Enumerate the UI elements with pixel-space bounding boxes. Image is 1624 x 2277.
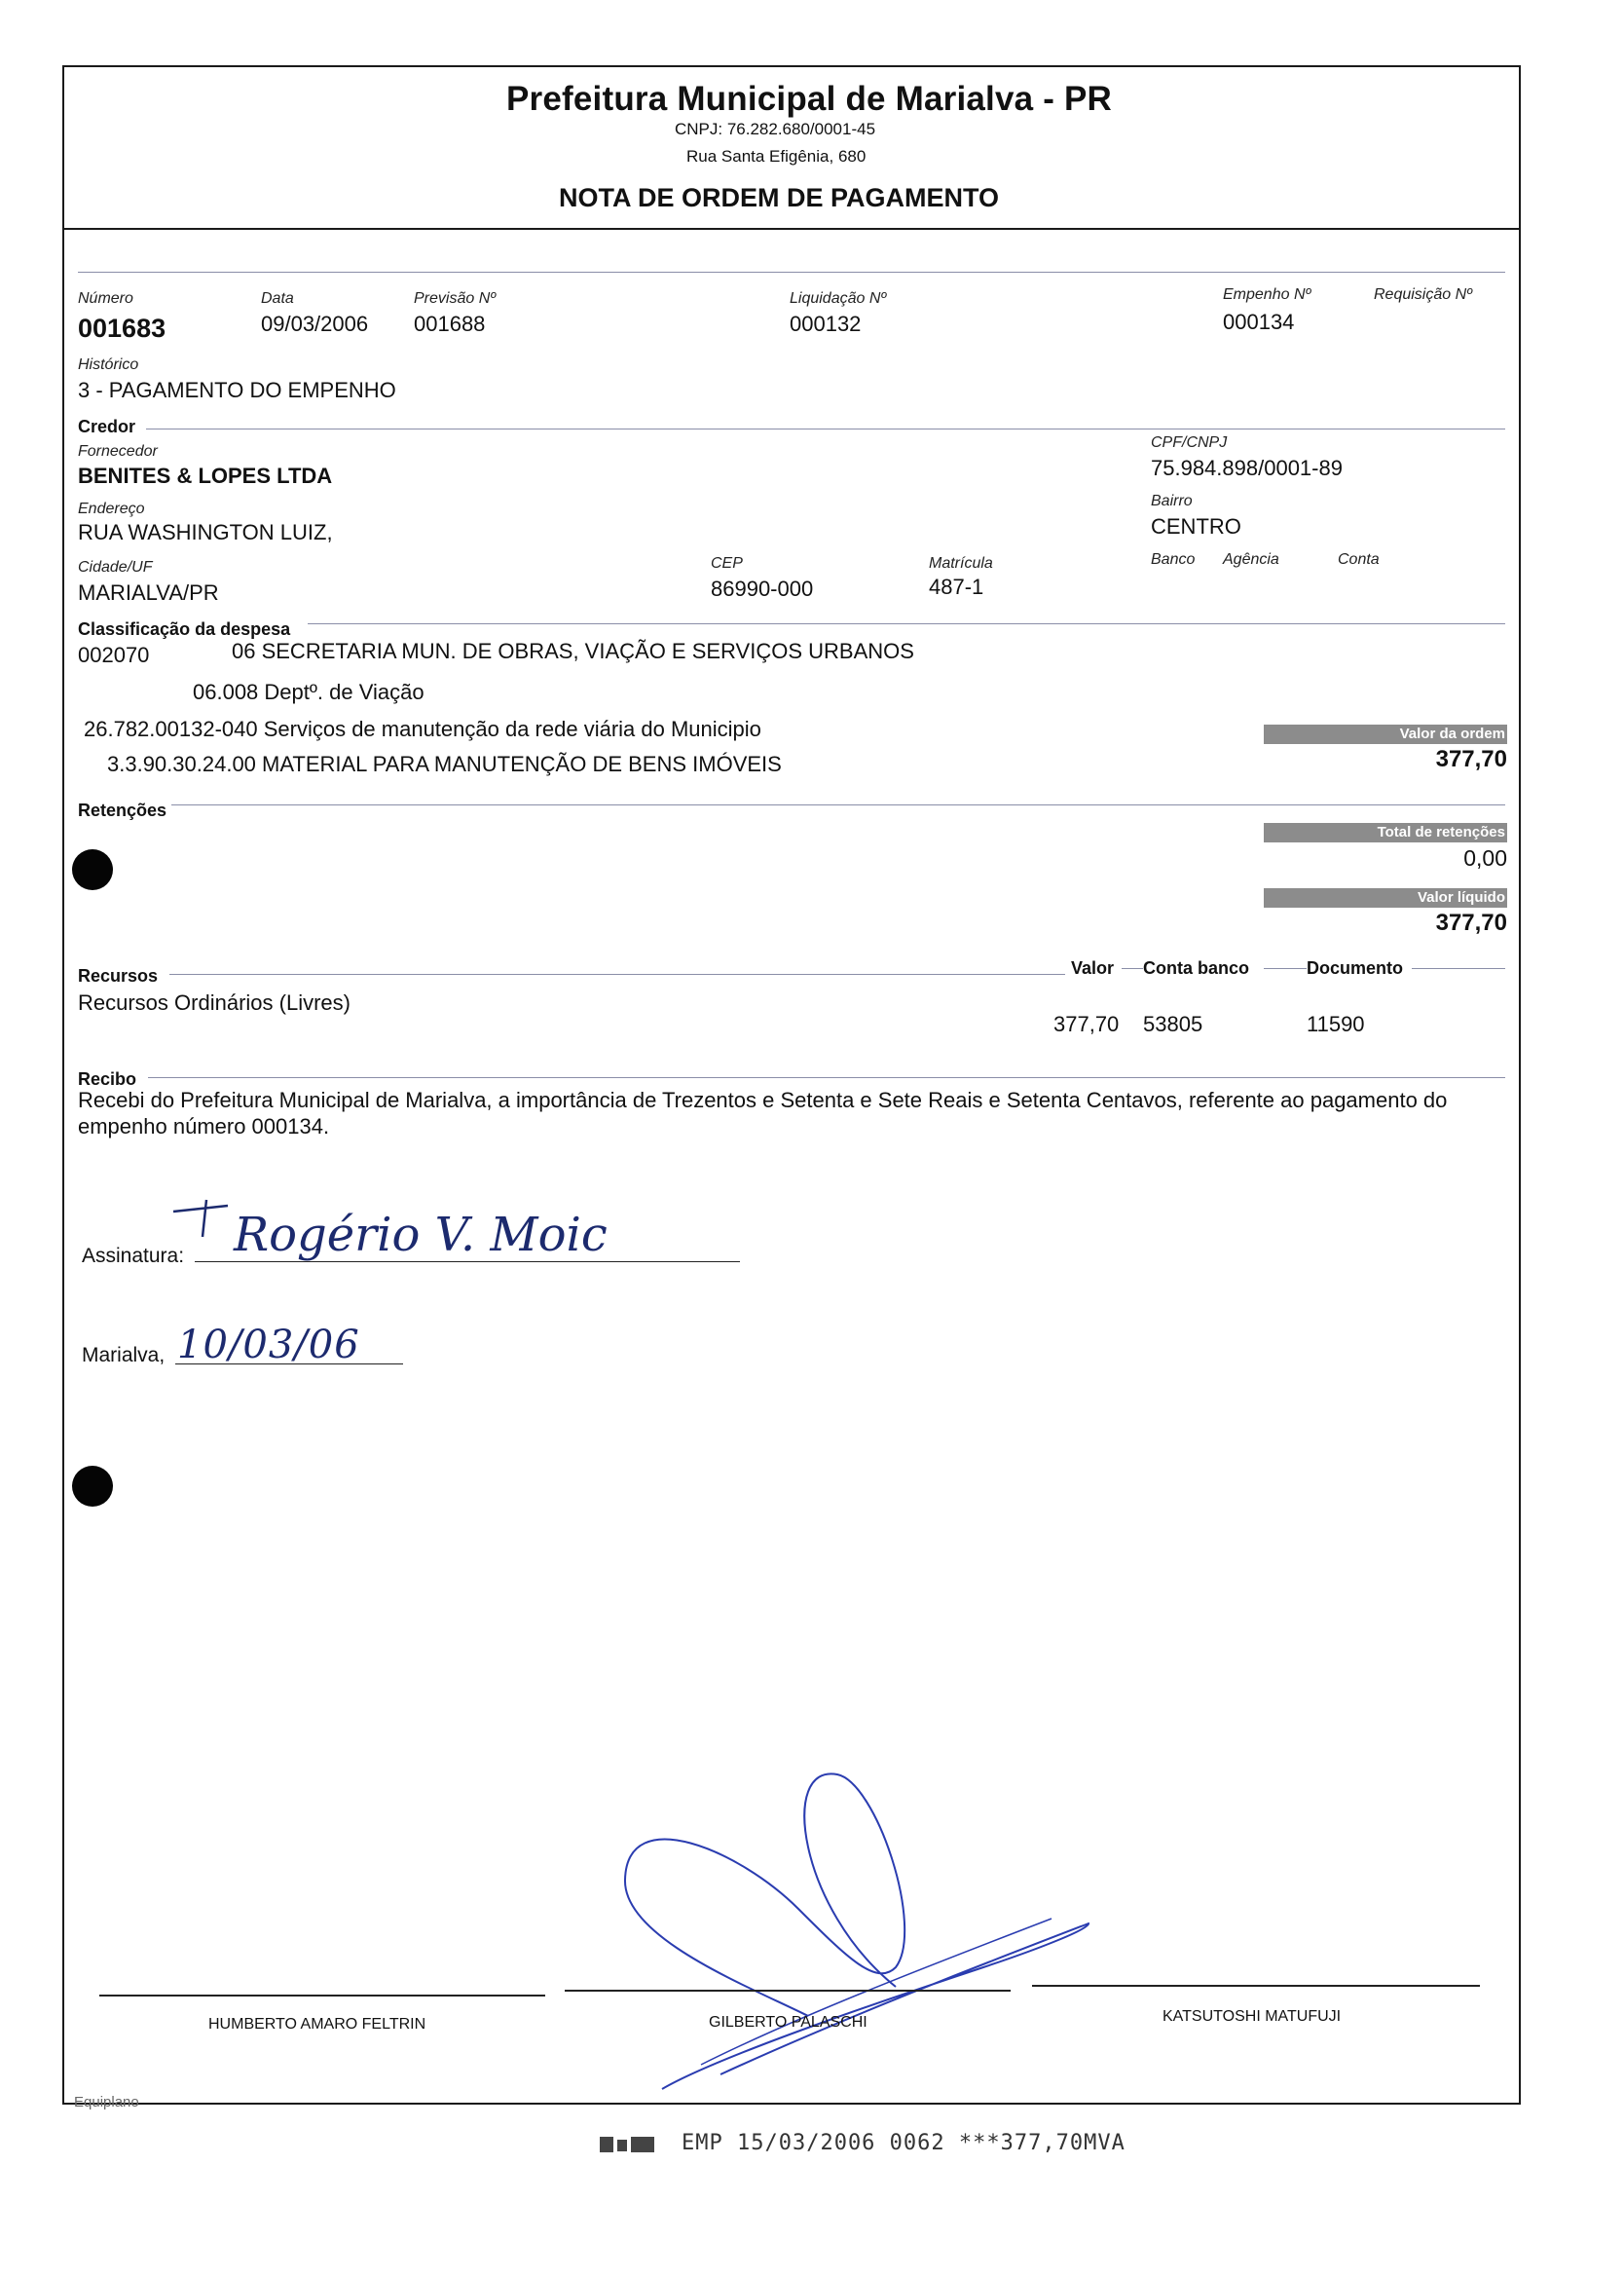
- matricula-label: Matrícula: [929, 555, 993, 572]
- cidade-label: Cidade/UF: [78, 559, 153, 576]
- retencoes-section-title: Retenções: [78, 801, 167, 820]
- retencoes-rule: [171, 804, 1505, 805]
- numero-value: 001683: [78, 314, 166, 343]
- recursos-documento-header: Documento: [1307, 958, 1403, 978]
- classificacao-code: 002070: [78, 643, 150, 667]
- empenho-value: 000134: [1223, 310, 1295, 334]
- valor-liquido-value: 377,70: [1435, 910, 1507, 936]
- requisicao-label: Requisição Nº: [1374, 286, 1472, 303]
- assinatura-label: Assinatura:: [82, 1245, 185, 1267]
- authorizer-signature: [604, 1763, 1110, 2104]
- agencia-label: Agência: [1223, 551, 1279, 568]
- previsao-label: Previsão Nº: [414, 290, 497, 307]
- cep-value: 86990-000: [711, 577, 814, 601]
- previsao-value: 001688: [414, 312, 486, 336]
- document-type-title: NOTA DE ORDEM DE PAGAMENTO: [559, 183, 1000, 212]
- recursos-descricao: Recursos Ordinários (Livres): [78, 990, 351, 1015]
- punch-hole-lower: [72, 1466, 113, 1507]
- recursos-valor: 377,70: [1053, 1012, 1120, 1036]
- classificacao-line-3: 26.782.00132-040 Serviços de manutenção da rede viária do Municipio: [84, 717, 761, 741]
- recursos-conta-header: Conta banco: [1143, 958, 1250, 978]
- signatory-line-1: [99, 1995, 545, 1997]
- signatory-name-1: HUMBERTO AMARO FELTRIN: [208, 2016, 426, 2033]
- punch-hole-upper: [72, 849, 113, 890]
- top-rule: [78, 272, 1505, 273]
- bairro-value: CENTRO: [1151, 514, 1241, 539]
- conta-label: Conta: [1338, 551, 1380, 568]
- signatory-name-2: GILBERTO PALASCHI: [709, 2014, 867, 2031]
- address-text: Rua Santa Efigênia, 680: [686, 147, 867, 166]
- header-divider: [62, 228, 1519, 230]
- recibo-rule: [148, 1077, 1505, 1078]
- stamp-logo: [600, 2135, 658, 2154]
- recursos-conta: 53805: [1143, 1012, 1203, 1036]
- classificacao-line-4: 3.3.90.30.24.00 MATERIAL PARA MANUTENÇÃO DE BENS IMÓVEIS: [107, 752, 782, 776]
- bank-stamp: EMP 15/03/2006 0062 ***377,70MVA: [682, 2131, 1126, 2155]
- handwritten-date: 10/03/06: [177, 1323, 360, 1367]
- cpf-label: CPF/CNPJ: [1151, 434, 1228, 451]
- signatory-line-2: [565, 1990, 1011, 1992]
- historico-value: 3 - PAGAMENTO DO EMPENHO: [78, 378, 396, 402]
- local-label: Marialva,: [82, 1344, 166, 1366]
- recursos-section-title: Recursos: [78, 966, 159, 986]
- software-mark: Equiplano: [74, 2094, 139, 2110]
- matricula-value: 487-1: [929, 575, 984, 599]
- valor-liquido-label: Valor líquido: [1264, 888, 1507, 908]
- fornecedor-value: BENITES & LOPES LTDA: [78, 464, 333, 488]
- credor-section-title: Credor: [78, 417, 136, 436]
- signatory-line-3: [1032, 1985, 1480, 1987]
- fornecedor-label: Fornecedor: [78, 443, 158, 460]
- data-label: Data: [261, 290, 294, 307]
- recursos-rule: [169, 974, 1065, 975]
- recursos-valor-header: Valor: [1071, 958, 1115, 978]
- recursos-header-rule-1: [1122, 968, 1143, 969]
- recipient-signature: Rogério V. Moic: [234, 1208, 608, 1262]
- empenho-label: Empenho Nº: [1223, 286, 1311, 303]
- valor-ordem-value: 377,70: [1435, 746, 1507, 772]
- bairro-label: Bairro: [1151, 493, 1193, 509]
- liquidacao-label: Liquidação Nº: [790, 290, 887, 307]
- historico-label: Histórico: [78, 356, 139, 373]
- classificacao-line-1: 06 SECRETARIA MUN. DE OBRAS, VIAÇÃO E SERVIÇOS URBANOS: [232, 639, 914, 663]
- signatory-name-3: KATSUTOSHI MATUFUJI: [1163, 2008, 1342, 2025]
- recibo-section-title: Recibo: [78, 1069, 137, 1089]
- cpf-value: 75.984.898/0001-89: [1151, 456, 1343, 480]
- liquidacao-value: 000132: [790, 312, 862, 336]
- cidade-value: MARIALVA/PR: [78, 580, 219, 605]
- classificacao-section-title: Classificação da despesa: [78, 619, 291, 639]
- total-retencoes-label: Total de retenções: [1264, 823, 1507, 842]
- banco-label: Banco: [1151, 551, 1196, 568]
- cep-label: CEP: [711, 555, 743, 572]
- cnpj-text: CNPJ: 76.282.680/0001-45: [675, 120, 876, 138]
- recursos-header-rule-3: [1412, 968, 1505, 969]
- classificacao-line-2: 06.008 Deptº. de Viação: [193, 680, 424, 704]
- page-title: Prefeitura Municipal de Marialva - PR: [506, 80, 1113, 118]
- endereco-value: RUA WASHINGTON LUIZ,: [78, 520, 333, 544]
- numero-label: Número: [78, 290, 133, 307]
- classificacao-rule: [308, 623, 1505, 624]
- recursos-header-rule-2: [1264, 968, 1307, 969]
- total-retencoes-value: 0,00: [1463, 845, 1507, 871]
- valor-ordem-label: Valor da ordem: [1264, 725, 1507, 744]
- signature-cross-mark: [171, 1198, 230, 1241]
- recursos-documento: 11590: [1307, 1012, 1365, 1036]
- data-value: 09/03/2006: [261, 312, 369, 336]
- recibo-text: Recebi do Prefeitura Municipal de Marialva, a importância de Trezentos e Setenta e Sete Reais e Setenta Centavos, referente ao pagamento do empenho número 000134.: [78, 1088, 1448, 1138]
- endereco-label: Endereço: [78, 501, 145, 517]
